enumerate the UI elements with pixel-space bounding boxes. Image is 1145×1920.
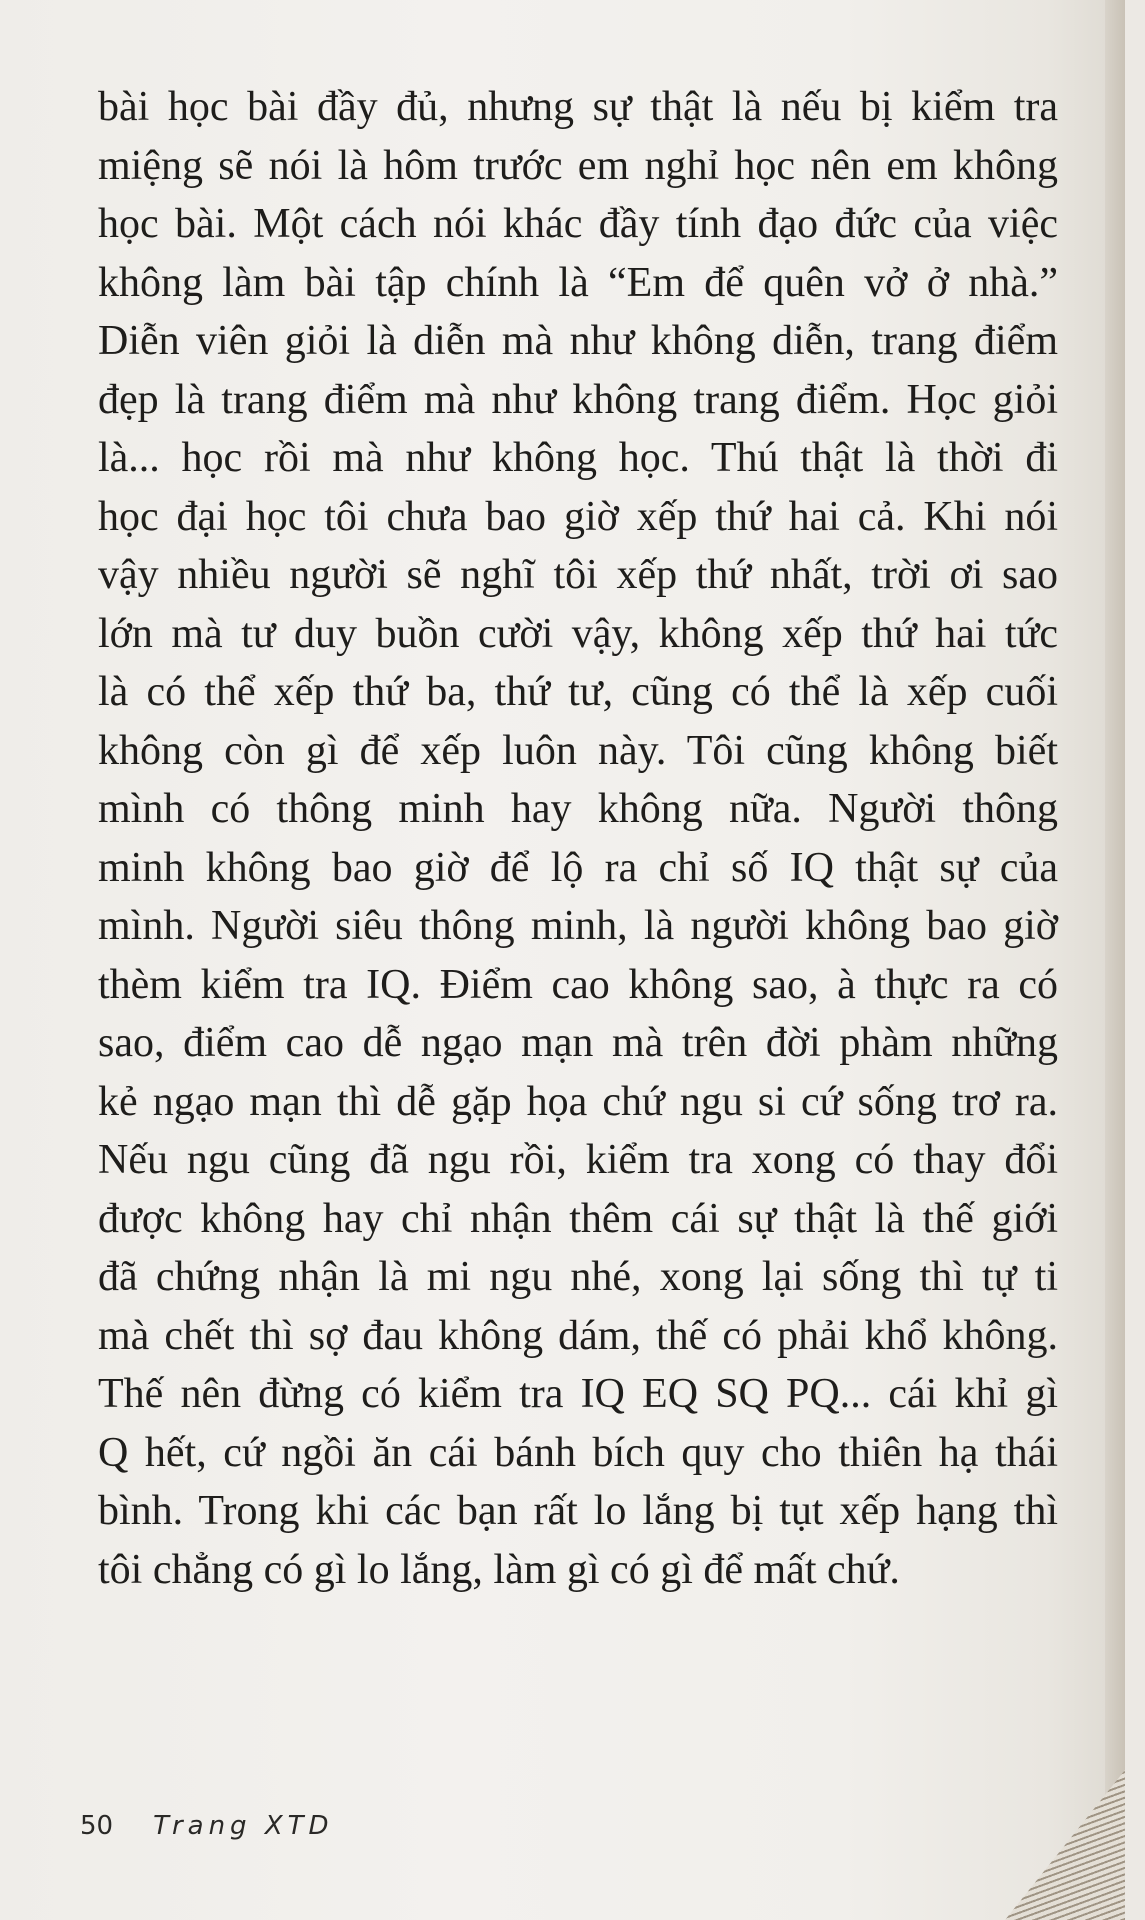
page-footer — [80, 1806, 334, 1846]
page-stack-corner — [1005, 1770, 1125, 1920]
running-head: Trang XTD — [153, 1811, 334, 1841]
text-line-last: tôi chẳng có gì lo lắng, làm gì có gì để mất chứ. — [98, 1546, 900, 1593]
text-line: Diễn viên giỏi là diễn mà như không diễn, trang điểm — [98, 318, 1058, 364]
text-line: đã chứng nhận là mi ngu nhé, xong lại sống thì tự ti — [98, 1254, 1058, 1300]
text-line: Nếu ngu cũng đã ngu rồi, kiểm tra xong có thay đổi — [98, 1137, 1058, 1183]
text-line: mà chết thì sợ đau không dám, thế có phải khổ không. — [98, 1312, 1058, 1359]
text-line: vậy nhiều người sẽ nghĩ tôi xếp thứ nhất, trời ơi sao — [98, 552, 1058, 598]
text-line: mình. Người siêu thông minh, là người không bao giờ — [98, 903, 1058, 949]
text-line: là... học rồi mà như không học. Thú thật là thời đi — [98, 435, 1058, 481]
text-line: học bài. Một cách nói khác đầy tính đạo đức của việc — [98, 201, 1058, 247]
text-line: minh không bao giờ để lộ ra chỉ số IQ thật sự của — [98, 844, 1058, 891]
text-line: không làm bài tập chính là “Em để quên vở ở nhà.” — [98, 259, 1058, 306]
page-edge — [1105, 0, 1125, 1920]
text-line: không còn gì để xếp luôn này. Tôi cũng không biết — [98, 727, 1058, 774]
text-line: lớn mà tư duy buồn cười vậy, không xếp thứ hai tức — [98, 610, 1058, 657]
text-line: thèm kiểm tra IQ. Điểm cao không sao, à thực ra có — [98, 961, 1058, 1008]
page-number: 50 — [80, 1811, 114, 1841]
text-line: bình. Trong khi các bạn rất lo lắng bị tụt xếp hạng thì — [98, 1488, 1058, 1534]
text-line: kẻ ngạo mạn thì dễ gặp họa chứ ngu si cứ sống trơ ra. — [98, 1078, 1058, 1125]
text-line: Thế nên đừng có kiểm tra IQ EQ SQ PQ... cái khỉ gì — [98, 1371, 1058, 1417]
text-line: sao, điểm cao dễ ngạo mạn mà trên đời phàm những — [98, 1020, 1058, 1066]
text-line: mình có thông minh hay không nữa. Người thông — [98, 786, 1058, 832]
text-line: học đại học tôi chưa bao giờ xếp thứ hai cả. Khi nói — [98, 493, 1058, 540]
text-line: miệng sẽ nói là hôm trước em nghỉ học nên em không — [98, 142, 1058, 189]
text-line: bài học bài đầy đủ, nhưng sự thật là nếu bị kiểm tra — [98, 84, 1058, 130]
body-paragraph — [98, 78, 1058, 1599]
text-line: đẹp là trang điểm mà như không trang điểm. Học giỏi — [98, 376, 1058, 423]
text-line: là có thể xếp thứ ba, thứ tư, cũng có thể là xếp cuối — [98, 669, 1058, 715]
text-line: Q hết, cứ ngồi ăn cái bánh bích quy cho thiên hạ thái — [98, 1429, 1058, 1476]
text-line: được không hay chỉ nhận thêm cái sự thật là thế giới — [98, 1195, 1058, 1242]
